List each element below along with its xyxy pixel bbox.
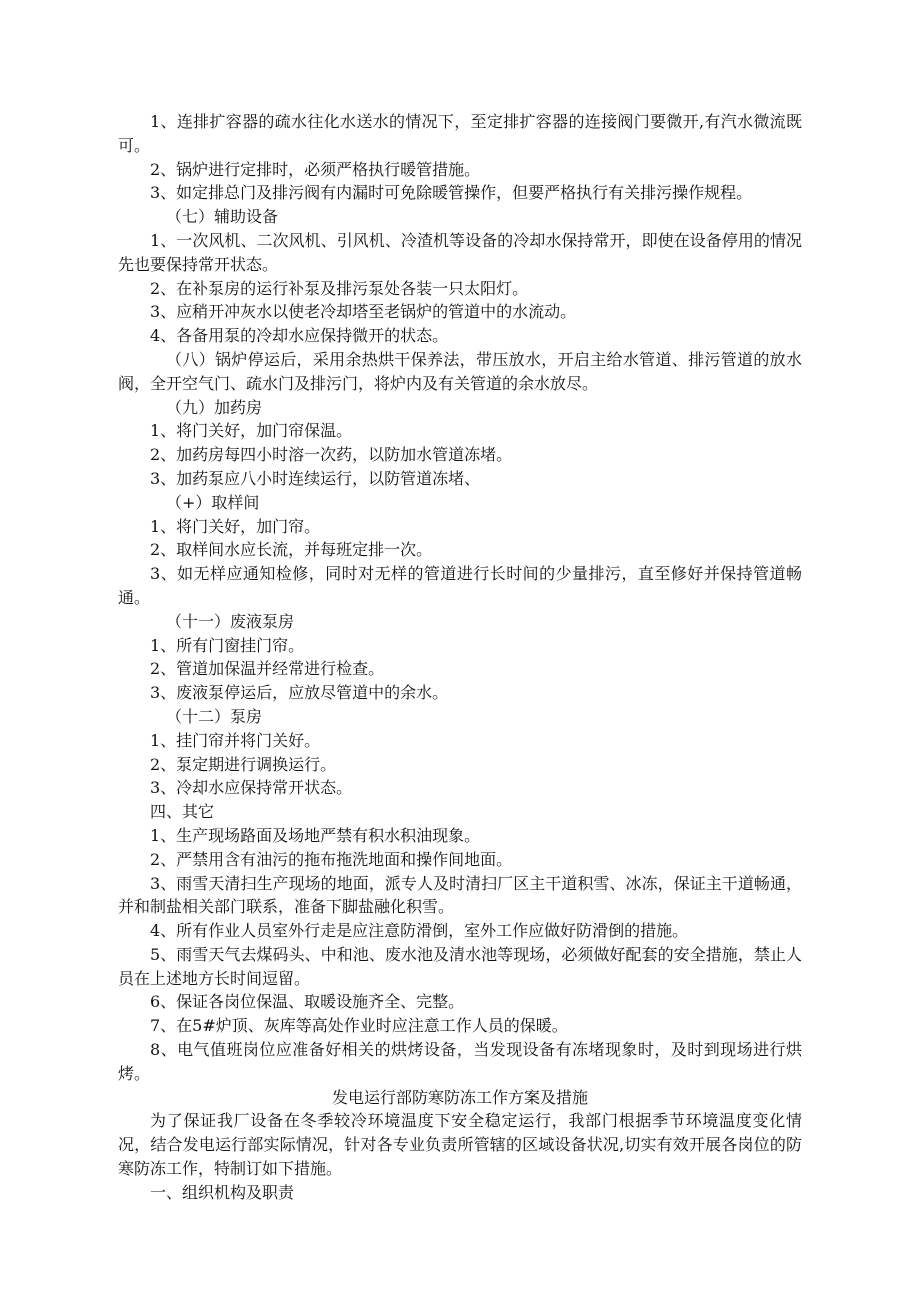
section-heading: （十二）泵房 — [166, 706, 263, 726]
paragraph: 3、如无样应通知检修，同时对无样的管道进行长时间的少量排污，直至修好并保持管道畅通。 — [118, 564, 802, 607]
paragraph: 1、所有门窗挂门帘。 — [150, 635, 305, 655]
paragraph: 4、所有作业人员室外行走是应注意防滑倒，室外工作应做好防滑倒的措施。 — [150, 921, 689, 941]
paragraph: 四、其它 — [150, 802, 215, 822]
paragraph: 3、冷却水应保持常开状态。 — [150, 778, 353, 798]
paragraph: 1、将门关好，加门帘。 — [150, 516, 321, 536]
section-heading: （八）锅炉停运后，采用余热烘干保养法，带压放水，开启主给水管道、排污管道的放水阀，全开空气门、疏水门及排污门，将炉内及有关管道的余水放尽。 — [118, 349, 802, 393]
paragraph: 1、将门关好，加门帘保温。 — [150, 421, 353, 441]
paragraph: 3、废液泵停运后，应放尽管道中的余水。 — [150, 683, 449, 703]
paragraph: 3、雨雪天清扫生产现场的地面，派专人及时清扫厂区主干道积雪、冰冻，保证主干道畅通，并和制盐相关部门联系，准备下脚盐融化积雪。 — [118, 873, 802, 917]
section-heading: （十一）废液泵房 — [166, 611, 295, 631]
paragraph: 1、一次风机、二次风机、引风机、冷渣机等设备的冷却水保持常开，即使在设备停用的情况先也要保持常开状态。 — [118, 230, 802, 274]
document-page — [118, 110, 802, 1205]
paragraph: 1、挂门帘并将门关好。 — [150, 730, 321, 750]
paragraph: 2、锅炉进行定排时，必须严格执行暖管措施。 — [150, 159, 481, 179]
paragraph: 2、取样间水应长流，并每班定排一次。 — [150, 540, 433, 560]
paragraph: 3、应稍开冲灰水以使老冷却塔至老锅炉的管道中的水流动。 — [150, 302, 577, 322]
paragraph: 2、管道加保温并经常进行检查。 — [150, 659, 385, 679]
paragraph: 一、组织机构及职责 — [150, 1182, 295, 1202]
paragraph: 1、连排扩容器的疏水往化水送水的情况下，至定排扩容器的连接阀门要微开,有汽水微流既可。 — [118, 112, 802, 155]
paragraph: 7、在5#炉顶、灰库等高处作业时应注意工作人员的保暖。 — [150, 1016, 568, 1036]
paragraph: 8、电气值班岗位应准备好相关的烘烤设备，当发现设备有冻堵现象时，及时到现场进行烘烤。 — [118, 1040, 802, 1083]
paragraph: 为了保证我厂设备在冬季较冷环境温度下安全稳定运行，我部门根据季节环境温度变化情况，结合发电运行部实际情况，针对各专业负责所管辖的区域设备状况,切实有效开展各岗位的防寒防冻工作，特制订如下措施。 — [118, 1111, 802, 1179]
paragraph: 1、生产现场路面及场地严禁有积水积油现象。 — [150, 825, 481, 845]
section-heading: （+）取样间 — [166, 492, 260, 512]
paragraph: 3、如定排总门及排污阀有内漏时可免除暖管操作，但要严格执行有关排污操作规程。 — [150, 183, 753, 203]
section-heading: （九）加药房 — [166, 397, 263, 417]
paragraph: 3、加药泵应八小时连续运行，以防管道冻堵、 — [150, 468, 481, 488]
paragraph: 5、雨雪天气去煤码头、中和池、废水池及清水池等现场，必须做好配套的安全措施，禁止人员在上述地方长时间逗留。 — [118, 944, 802, 988]
paragraph: 2、在补泵房的运行补泵及排污泵处各装一只太阳灯。 — [150, 278, 529, 298]
paragraph: 2、严禁用含有油污的拖布拖洗地面和操作间地面。 — [150, 849, 513, 869]
paragraph: 4、各备用泵的冷却水应保持微开的状态。 — [150, 326, 449, 346]
paragraph: 2、泵定期进行调换运行。 — [150, 754, 337, 774]
paragraph: 6、保证各岗位保温、取暖设施齐全、完整。 — [150, 992, 465, 1012]
paragraph: 2、加药房每四小时溶一次药，以防加水管道冻堵。 — [150, 445, 513, 465]
document-title: 发电运行部防寒防冻工作方案及措施 — [331, 1087, 588, 1107]
section-heading: （七）辅助设备 — [166, 207, 279, 227]
